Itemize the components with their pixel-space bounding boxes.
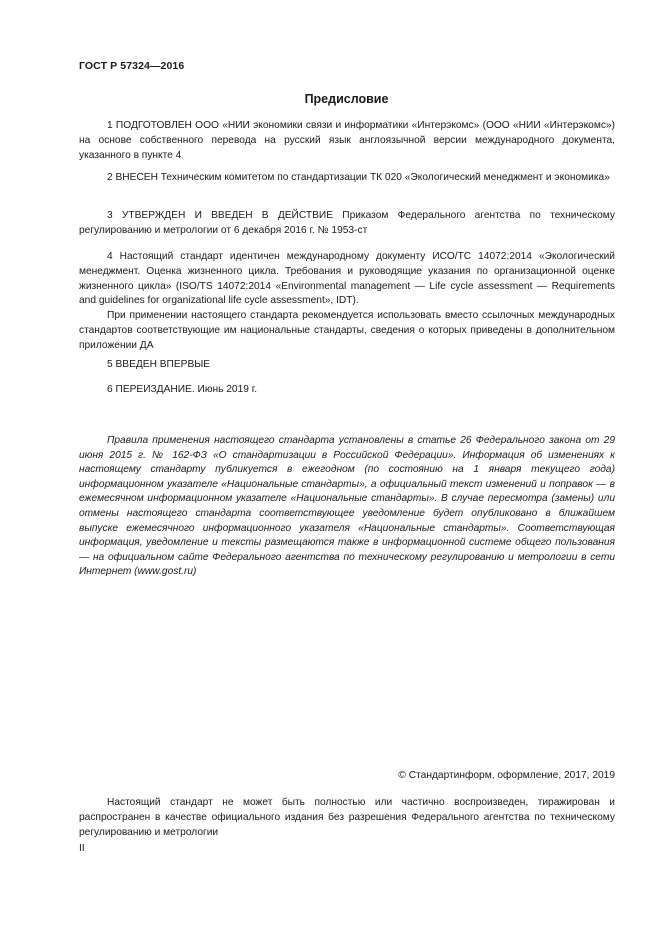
rules-note-text: Правила применения настоящего стандарта установлены в статье 26 Федерального закона от 29 июня 2015 г. № 162-ФЗ «О стандартизации в Российской Федерации». Информация об изменениях к настоящему стандарту публикуется в ежегодном (по состоянию на 1 января текущего года) информационном указателе «Национальные стандарты», а официальный текст изменений и поправок — в ежемесячном информационном указателе «Национальные стандарты». В случае пересмотра (замены) или отмены настоящего стандарта соответствующее уведомление будет опубликовано в ближайшем выпуске ежемесячного информационного указателя «Национальные стандарты». Соответствующая информация, уведомление и тексты размещаются также в информационной системе общего пользования — на официальном сайте Федерального агентства по техническому регулированию и метрологии в сети Интернет (www.gost.ru)	[79, 435, 615, 578]
item-text: 2 ВНЕСЕН Техническим комитетом по стандартизации ТК 020 «Экологический менеджмент и экономика»	[107, 172, 610, 183]
reproduction-note	[79, 796, 615, 840]
foreword-item-1	[79, 119, 615, 163]
item-text: 6 ПЕРЕИЗДАНИЕ. Июнь 2019 г.	[107, 384, 258, 395]
foreword-item-4	[79, 250, 615, 354]
copyright-line: © Стандартинформ, оформление, 2017, 2019	[398, 770, 615, 781]
item-text: 5 ВВЕДЕН ВПЕРВЫЕ	[107, 359, 211, 370]
foreword-item-3	[79, 209, 615, 239]
reproduction-note-text: Настоящий стандарт не может быть полностью или частично воспроизведен, тиражирован и распространен в качестве официального издания без разрешения Федерального агентства по техническому регулированию и метрологии	[79, 797, 615, 838]
foreword-item-6	[79, 383, 615, 398]
item-text: 3 УТВЕРЖДЕН И ВВЕДЕН В ДЕЙСТВИЕ Приказом Федерального агентства по техническому регулированию и метрологии от 6 декабря 2016 г. № 1953-ст	[79, 210, 615, 236]
item-text: 1 ПОДГОТОВЛЕН ООО «НИИ экономики связи и информатики «Интерэкомс» (ООО «НИИ «Интерэкомс») на основе собственного перевода на русский язык англоязычной версии международного документа, указанного в пункте 4	[79, 120, 615, 161]
item-text: 4 Настоящий стандарт идентичен международному документу ИСО/ТС 14072:2014 «Экологический менеджмент. Оценка жизненного цикла. Требования и руководящие указания по организационной оценке жизненного цикла» (ISO/TS 14072:2014 «Environmental management — Life cycle assessment — Requirements and guidelines for organizational life cycle assessment», IDT).	[79, 251, 615, 307]
page-number: II	[79, 843, 85, 854]
foreword-item-5	[79, 358, 615, 373]
standard-code: ГОСТ Р 57324—2016	[79, 60, 185, 72]
section-title: Предисловие	[304, 92, 389, 106]
item-text-continued: При применении настоящего стандарта рекомендуется использовать вместо ссылочных международных стандартов соответствующие им национальные стандарты, сведения о которых приведены в дополнительном приложении ДА	[79, 310, 615, 351]
foreword-item-2	[79, 171, 615, 186]
rules-note	[79, 434, 615, 580]
